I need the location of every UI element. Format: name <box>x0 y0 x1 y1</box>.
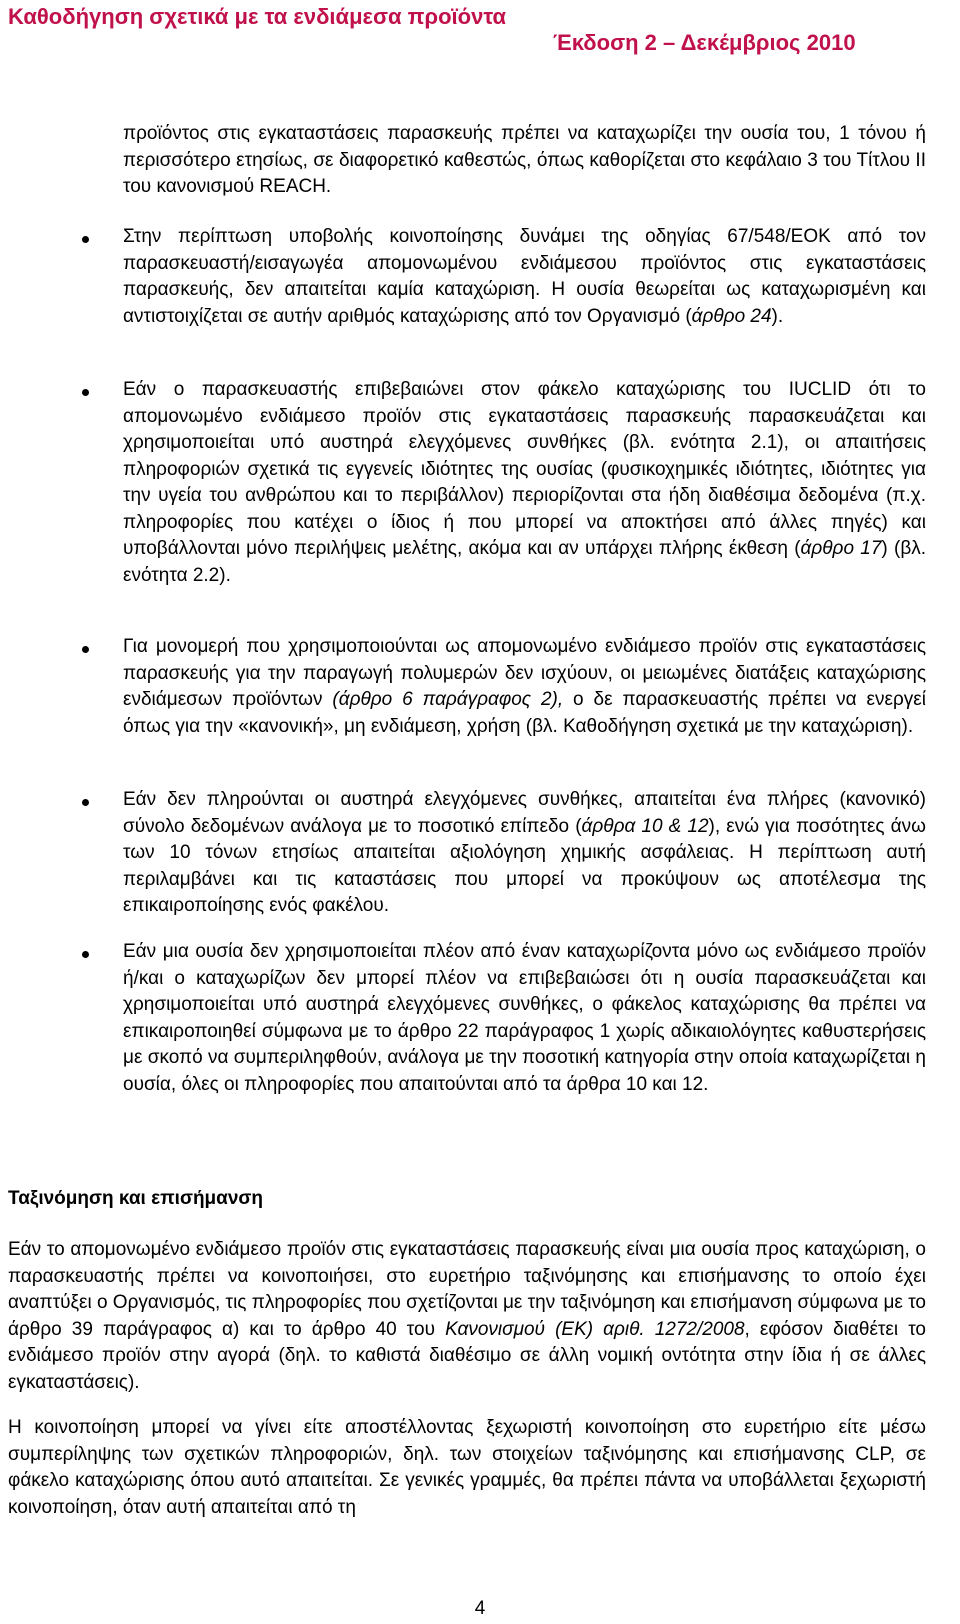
bullet-dot <box>82 799 89 806</box>
bullet-dot <box>82 951 89 958</box>
bullet-dot <box>82 389 89 396</box>
document-title: Καθοδήγηση σχετικά με τα ενδιάμεσα προϊόντα <box>8 4 507 29</box>
italic-reference: άρθρα 10 & 12 <box>581 815 709 837</box>
bullet-paragraph-3 <box>123 634 926 740</box>
bullet-dot <box>82 236 89 243</box>
text-run: ο δε παρασκευαστής πρέπει να ενεργεί όπως για την «κανονική», μη ενδιάμεση, χρήση (βλ. Καθοδήγηση σχετικά με την καταχώριση). <box>123 689 927 737</box>
text-run: Στην περίπτωση υποβολής κοινοποίησης δυνάμει της οδηγίας 67/548/ΕΟΚ από τον παρασκευαστή/εισαγωγέα απομονωμένου ενδιάμεσου προϊόντος στις εγκαταστάσεις παρασκευής, δεν απαιτείται καμία καταχώριση. Η ουσία θεωρείται ως καταχωρισμένη και αντιστοιχίζεται σε αυτήν αριθμός καταχώρισης από τον Οργανισμό ( <box>123 226 926 327</box>
section-paragraph-1 <box>8 1237 926 1396</box>
text-run: Εάν το απομονωμένο ενδιάμεσο προϊόν στις εγκαταστάσεις παρασκευής είναι μια ουσία προς καταχώριση, ο παρασκευαστής πρέπει να κοινοποιήσει, στο ευρετήριο ταξινόμησης και επισήμανσης το οποίο έχει αναπτύξει ο Οργανισμός, τις πληροφορίες που σχετίζονται με την ταξινόμηση και επισήμανση σύμφωνα με το άρθρο 39 παράγραφος α) και το άρθρο 40 του <box>8 1239 926 1340</box>
italic-reference: άρθρο 17 <box>800 538 882 559</box>
text-run: Για μονομερή που χρησιμοποιούνται ως απομονωμένο ενδιάμεσο προϊόν στις εγκαταστάσεις παρασκευής για την παραγωγή πολυμερών δεν ισχύουν, οι μειωμένες διατάξεις καταχώρισης ενδιάμεσων προϊόντων <box>123 636 926 710</box>
bullet-paragraph-4 <box>123 787 926 920</box>
page-number: 4 <box>474 1598 486 1619</box>
text-run: , εφόσον διαθέτει το ενδιάμεσο προϊόν στην αγορά (δηλ. το καθιστά διαθέσιμο σε άλλη νομική οντότητα στην ίδια ή σε άλλες εγκαταστάσεις). <box>8 1318 926 1393</box>
italic-reference: (άρθρο 6 παράγραφος 2), <box>332 689 564 710</box>
section-paragraph-2: Η κοινοποίηση μπορεί να γίνει είτε αποστέλλοντας ξεχωριστή κοινοποίηση στο ευρετήριο είτε μέσω συμπερίληψης των σχετικών πληροφοριών, δηλ. των στοιχείων ταξινόμησης και επισήμανσης CLP, σε φάκελο καταχώρισης όπου αυτό απαιτείται. Σε γενικές γραμμές, θα πρέπει πάντα να υποβάλλεται ξεχωριστή κοινοποίηση, όταν αυτή απαιτείται από τη <box>8 1417 926 1518</box>
text-run: Εάν δεν πληρούνται οι αυστηρά ελεγχόμενες συνθήκες, απαιτείται ένα πλήρες (κανονικό) σύνολο δεδομένων ανάλογα με το ποσοτικό επίπεδο ( <box>123 789 926 837</box>
bullet-paragraph-5 <box>123 939 926 1098</box>
intro-continuation-paragraph: προϊόντος στις εγκαταστάσεις παρασκευής πρέπει να καταχωρίζει την ουσία του, 1 τόνου ή περισσότερο ετησίως, σε διαφορετικό καθεστώς, όπως καθορίζεται στο κεφάλαιο 3 του Τίτλου II του κανονισμού REACH. <box>123 123 926 197</box>
bullet-paragraph-2 <box>123 377 926 589</box>
italic-reference: Κανονισμού (ΕΚ) αριθ. 1272/2008 <box>445 1318 745 1340</box>
document-edition: Έκδοση 2 – Δεκέμβριος 2010 <box>553 30 856 55</box>
bullet-dot <box>82 646 89 653</box>
text-run: ). <box>771 305 784 327</box>
italic-reference: άρθρο 24 <box>691 305 772 327</box>
section-heading: Ταξινόμηση και επισήμανση <box>8 1188 264 1209</box>
text-run: Εάν ο παρασκευαστής επιβεβαιώνει στον φάκελο καταχώρισης του IUCLID ότι το απομονωμένο ενδιάμεσο προϊόν στις εγκαταστάσεις παρασκευής παρασκευάζεται και χρησιμοποιείται υπό αυστηρά ελεγχόμενες συνθήκες (βλ. ενότητα 2.1), οι απαιτήσεις πληροφοριών σχετικά τις εγγενείς ιδιότητες της ουσίας (φυσικοχημικές ιδιότητες, ιδιότητες για την υγεία του ανθρώπου και το περιβάλλον) περιορίζονται στα ήδη διαθέσιμα δεδομένα (π.χ. πληροφορίες που κατέχει ο ίδιος ή που μπορεί να αποκτήσει από άλλες πηγές) και υποβάλλονται μόνο περιλήψεις μελέτης, ακόμα και αν υπάρχει πλήρης έκθεση ( <box>123 379 926 559</box>
text-run: Εάν μια ουσία δεν χρησιμοποιείται πλέον από έναν καταχωρίζοντα μόνο ως ενδιάμεσο προϊόν ή/και ο καταχωρίζων δεν μπορεί πλέον να επιβεβαιώσει ότι η ουσία παρασκευάζεται και χρησιμοποιείται υπό αυστηρά ελεγχόμενες συνθήκες, ο φάκελος καταχώρισης θα πρέπει να επικαιροποιηθεί σύμφωνα με το άρθρο 22 παράγραφος 1 χωρίς αδικαιολόγητες καθυστερήσεις με σκοπό να συμπεριληφθούν, ανάλογα με την ποσοτική κατηγορία στην οποία καταχωρίζεται η ουσία, όλες οι πληροφορίες που απαιτούνται από τα άρθρα 10 και 12. <box>123 941 926 1095</box>
text-run: ), ενώ για ποσότητες άνω των 10 τόνων ετησίως απαιτείται αξιολόγηση χημικής ασφάλειας. Η περίπτωση αυτή περιλαμβάνει και τις καταστάσεις που μπορεί να προκύψουν ως αποτέλεσμα της επικαιροποίησης ενός φακέλου. <box>123 815 926 916</box>
bullet-paragraph-1 <box>123 224 926 330</box>
text-run: ) (βλ. ενότητα 2.2). <box>123 538 927 586</box>
